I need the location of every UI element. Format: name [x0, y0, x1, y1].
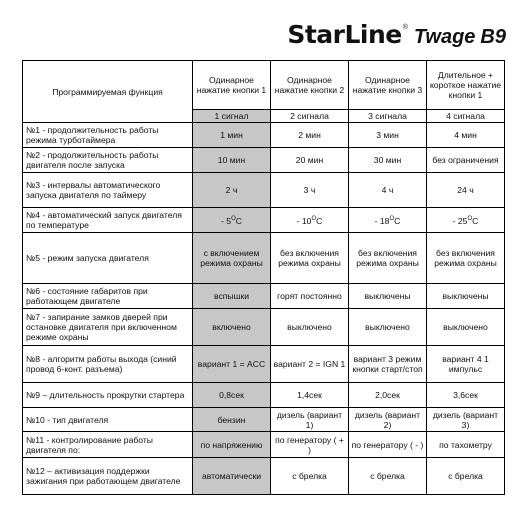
row-label: №3 - интервалы автоматического запуска двигателя по таймеру — [23, 173, 193, 208]
cell-value: вспышки — [193, 284, 271, 309]
temp-unit: C — [394, 215, 401, 226]
cell-value: 0,8сек — [193, 383, 271, 408]
row-label: №4 - автоматический запуск двигателя по температуре — [23, 208, 193, 233]
cell-value: 3 ч — [271, 173, 349, 208]
cell-value: выключены — [349, 284, 427, 309]
row-label: №9 – длительность прокрутки стартера — [23, 383, 193, 408]
degree-mark: O — [231, 216, 236, 223]
row-label: №1 - продолжительность работы режима турботаймера — [23, 123, 193, 148]
temp-value: - 5 — [221, 215, 232, 226]
cell-value: бензин — [193, 408, 271, 432]
cell-value — [349, 208, 427, 233]
temp-unit: C — [472, 215, 479, 226]
cell-value: автоматически — [193, 458, 271, 495]
cell-value — [271, 208, 349, 233]
cell-value: 3,6сек — [427, 383, 505, 408]
registered-mark: ® — [402, 24, 408, 31]
row-label: №12 – активизация поддержки зажигания при работающем двигателе — [23, 458, 193, 495]
cell-value: вариант 1 = ACC — [193, 346, 271, 383]
cell-value: выключено — [349, 309, 427, 346]
cell-value: 24 ч — [427, 173, 505, 208]
cell-value: с брелка — [349, 458, 427, 495]
row-label: №8 - алгоритм работы выхода (синий провод 6-конт. разъема) — [23, 346, 193, 383]
cell-value: 2 мин — [271, 123, 349, 148]
table-row — [23, 432, 505, 458]
cell-value — [193, 208, 271, 233]
cell-value: 10 мин — [193, 148, 271, 173]
cell-value — [427, 208, 505, 233]
temp-value: - 10 — [296, 215, 312, 226]
cell-value: по тахометру — [427, 432, 505, 458]
table-row — [23, 408, 505, 432]
table-row — [23, 148, 505, 173]
cell-value: по напряжению — [193, 432, 271, 458]
cell-value: по генератору ( + ) — [271, 432, 349, 458]
cell-value: без ограничения — [427, 148, 505, 173]
temp-value: - 25 — [452, 215, 468, 226]
cell-value: 4 ч — [349, 173, 427, 208]
signal-1: 1 сигнал — [193, 110, 271, 123]
header-function: Программируемая функция — [23, 61, 193, 123]
model-code: B9 — [480, 26, 506, 48]
row-label: №2 - продолжительность работы двигателя после запуска — [23, 148, 193, 173]
header-button-3: Одинарное нажатие кнопки 3 — [349, 61, 427, 110]
table-row — [23, 284, 505, 309]
table-row — [23, 346, 505, 383]
header-button-2: Одинарное нажатие кнопки 2 — [271, 61, 349, 110]
cell-value: 1,4сек — [271, 383, 349, 408]
table-row — [23, 123, 505, 148]
cell-value: 2,0сек — [349, 383, 427, 408]
row-label: №5 - режим запуска двигателя — [23, 233, 193, 284]
cell-value: дизель (вариант 1) — [271, 408, 349, 432]
header-button-1: Одинарное нажатие кнопки 1 — [193, 61, 271, 110]
signal-2: 2 сигнала — [271, 110, 349, 123]
model-name — [414, 26, 506, 49]
cell-value: по генератору ( - ) — [349, 432, 427, 458]
cell-value: 1 мин — [193, 123, 271, 148]
cell-value: выключены — [427, 284, 505, 309]
cell-value: выключено — [271, 309, 349, 346]
cell-value: 20 мин — [271, 148, 349, 173]
cell-value: вариант 4 1 импульс — [427, 346, 505, 383]
temp-unit: C — [316, 215, 323, 226]
programming-table — [22, 60, 505, 495]
row-label: №11 - контролирование работы двигателя по: — [23, 432, 193, 458]
cell-value: с брелка — [427, 458, 505, 495]
row-label: №6 - состояние габаритов при работающем двигателе — [23, 284, 193, 309]
table-row — [23, 173, 505, 208]
signal-4: 4 сигнала — [427, 110, 505, 123]
table-row — [23, 458, 505, 495]
table-header-row — [23, 61, 505, 110]
table-row — [23, 383, 505, 408]
cell-value: вариант 2 = IGN 1 — [271, 346, 349, 383]
cell-value: вариант 3 режим кнопки старт/стоп — [349, 346, 427, 383]
cell-value: с включением режима охраны — [193, 233, 271, 284]
brand-logo: StarLine — [287, 20, 402, 49]
cell-value: 4 мин — [427, 123, 505, 148]
table-row — [23, 208, 505, 233]
cell-value: выключено — [427, 309, 505, 346]
table-row — [23, 309, 505, 346]
model-line: Twage — [413, 26, 476, 48]
signal-3: 3 сигнала — [349, 110, 427, 123]
cell-value: 2 ч — [193, 173, 271, 208]
table-row — [23, 233, 505, 284]
cell-value: включено — [193, 309, 271, 346]
cell-value: дизель (вариант 2) — [349, 408, 427, 432]
cell-value: с брелка — [271, 458, 349, 495]
cell-value: 30 мин — [349, 148, 427, 173]
cell-value: без включения режима охраны — [349, 233, 427, 284]
cell-value: без включения режима охраны — [427, 233, 505, 284]
degree-mark: O — [467, 216, 473, 223]
degree-mark: O — [311, 216, 317, 223]
row-label: №10 - тип двигателя — [23, 408, 193, 432]
cell-value: 3 мин — [349, 123, 427, 148]
cell-value: без включения режима охраны — [271, 233, 349, 284]
temp-unit: C — [235, 215, 242, 226]
cell-value: дизель (вариант 3) — [427, 408, 505, 432]
header-button-long: Длительное + короткое нажатие кнопки 1 — [427, 61, 505, 110]
brand-header — [287, 20, 506, 49]
cell-value: горят постоянно — [271, 284, 349, 309]
temp-value: - 18 — [374, 215, 390, 226]
row-label: №7 - запирание замков дверей при остановке двигателя при включенном режиме охраны — [23, 309, 193, 346]
degree-mark: O — [389, 216, 395, 223]
